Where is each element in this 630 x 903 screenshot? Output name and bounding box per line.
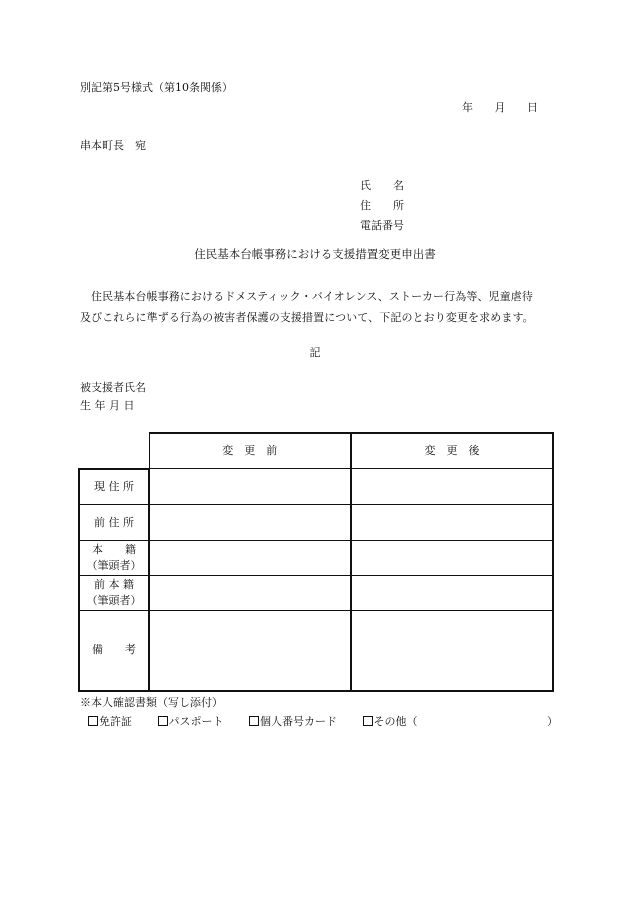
option-label: パスポート [168, 715, 224, 728]
table-row [79, 611, 553, 691]
applicant-fields [360, 176, 404, 236]
row-label-current-address [79, 469, 149, 505]
applicant-phone-label: 電話番号 [360, 219, 404, 232]
option-other[interactable] [363, 715, 418, 728]
table-row [79, 541, 553, 576]
current-address-after-cell[interactable] [351, 469, 553, 505]
current-address-before-cell[interactable] [149, 469, 351, 505]
remarks-before-cell[interactable] [149, 611, 351, 691]
previous-domicile-after-cell[interactable] [351, 576, 553, 611]
row-label-previous-domicile [79, 576, 149, 611]
column-after: 変 更 後 [351, 433, 553, 469]
applicant-address-label: 住 所 [360, 199, 404, 212]
checkbox-icon[interactable] [363, 716, 373, 726]
subject-birthdate-label: 生 年 月 日 [80, 399, 135, 412]
row-label-text: 備 考 [92, 643, 136, 657]
row-label-text: 前 本 籍 [94, 578, 134, 591]
ki-heading: 記 [309, 346, 321, 359]
option-other-close: ） [547, 715, 558, 728]
date-day-label: 日 [527, 101, 538, 114]
addressee: 串本町長 宛 [80, 139, 146, 152]
document-title: 住民基本台帳事務における支援措置変更申出書 [194, 247, 436, 261]
row-label-domicile [79, 541, 149, 576]
checkbox-icon[interactable] [158, 716, 168, 726]
row-label-text: 現 住 所 [94, 479, 134, 493]
previous-address-before-cell[interactable] [149, 505, 351, 541]
id-documents-note: ※本人確認書類（写し添付） [80, 696, 223, 709]
body-line-2: 及びこれらに準ずる行為の被害者保護の支援措置について、下記のとおり変更を求めます。 [80, 311, 534, 324]
id-document-options [88, 715, 580, 729]
checkbox-icon[interactable] [249, 716, 259, 726]
table-row [79, 576, 553, 611]
previous-domicile-before-cell[interactable] [149, 576, 351, 611]
column-before: 変 更 前 [149, 433, 351, 469]
previous-address-after-cell[interactable] [351, 505, 553, 541]
body-line-1: 住民基本台帳事務におけるドメスティック・バイオレンス、ストーカー行為等、児童虐待 [91, 290, 533, 303]
body-text [80, 286, 560, 328]
date-line [462, 101, 538, 115]
row-sublabel-text: （筆頭者） [86, 559, 142, 572]
option-label: 免許証 [99, 715, 132, 728]
table-corner [79, 433, 149, 469]
domicile-after-cell[interactable] [351, 541, 553, 576]
change-table [78, 432, 554, 692]
option-drivers-license[interactable] [88, 715, 132, 728]
row-sublabel-text: （筆頭者） [86, 594, 142, 607]
date-year-label: 年 [462, 101, 473, 114]
table-row [79, 469, 553, 505]
date-month-label: 月 [494, 101, 506, 114]
subject-name-label: 被支援者氏名 [80, 381, 146, 394]
row-label-text: 前 住 所 [94, 515, 134, 529]
remarks-after-cell[interactable] [351, 611, 553, 691]
option-my-number-card[interactable] [249, 715, 337, 728]
row-label-remarks [79, 611, 149, 691]
applicant-name-label: 氏 名 [360, 179, 404, 192]
subject-fields [80, 379, 146, 415]
table-row [79, 505, 553, 541]
domicile-before-cell[interactable] [149, 541, 351, 576]
option-passport[interactable] [158, 715, 224, 728]
option-label: 個人番号カード [260, 715, 337, 728]
row-label-text: 本 籍 [92, 543, 136, 556]
option-label: その他（ [373, 715, 418, 728]
form-label: 別記第5号様式（第10条関係） [80, 81, 233, 94]
row-label-previous-address [79, 505, 149, 541]
checkbox-icon[interactable] [88, 716, 98, 726]
